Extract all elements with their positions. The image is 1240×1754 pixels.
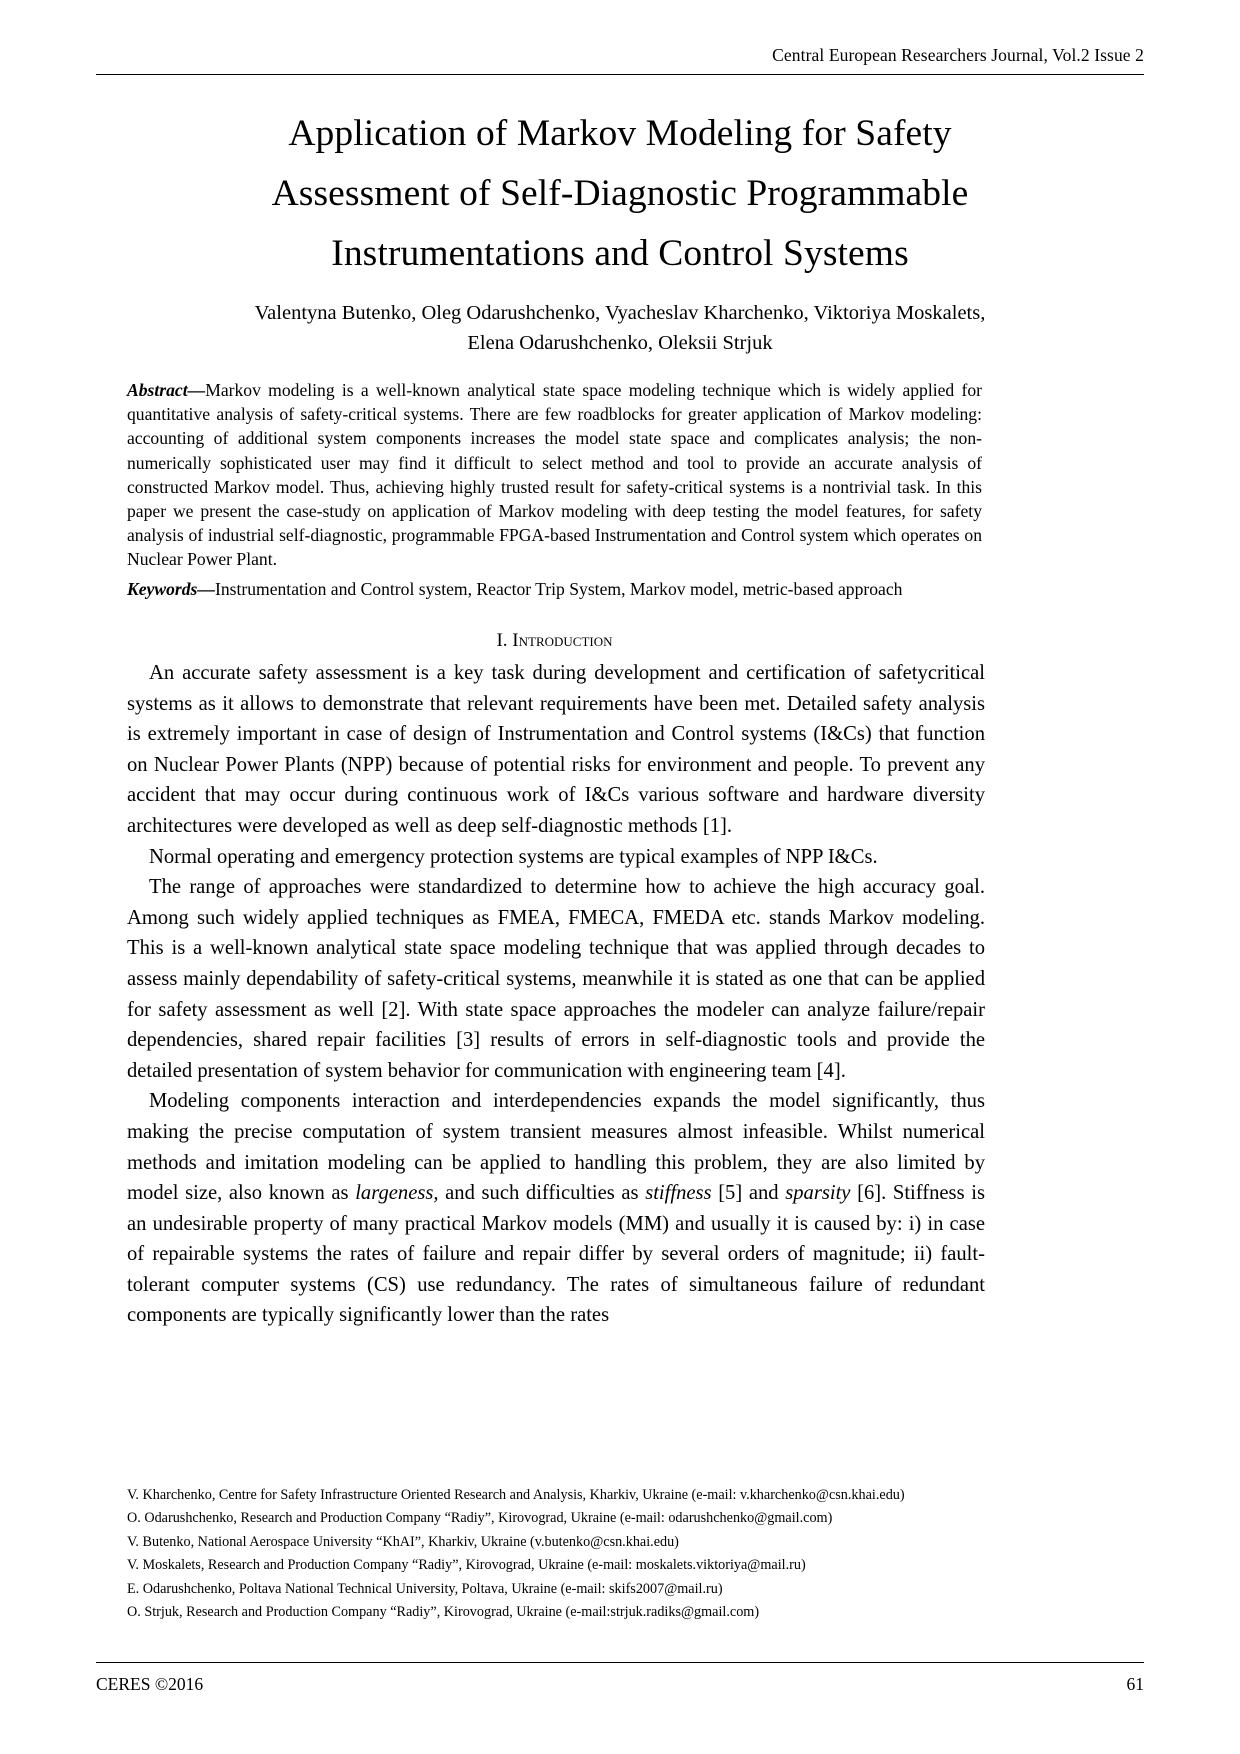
section-number: I. (496, 630, 508, 651)
keywords-label: Keywords (127, 579, 198, 599)
footnote-item: V. Butenko, National Aerospace University “KhAI”, Kharkiv, Ukraine (v.butenko@csn.khai.edu) (127, 1533, 679, 1550)
page-title (120, 104, 1120, 284)
section-name: Introduction (512, 630, 613, 651)
paragraph-4 (127, 1086, 985, 1331)
title-line-2: Assessment of Self-Diagnostic Programmable (271, 173, 969, 214)
footnote-block (127, 1484, 1027, 1624)
term-stiffness: stiffness (645, 1182, 712, 1205)
term-sparsity: sparsity (785, 1182, 851, 1205)
footer-page-number: 61 (1126, 1674, 1144, 1694)
section-heading (127, 628, 982, 654)
paragraph-4-part-b: and such difficulties as (438, 1182, 646, 1205)
term-largeness: largeness, (355, 1182, 439, 1205)
body-text (127, 658, 985, 1331)
footnote-item: V. Kharchenko, Centre for Safety Infrastructure Oriented Research and Analysis, Kharkiv, Ukraine (e-mail: v.kharchenko@csn.khai.edu) (127, 1487, 905, 1503)
author-list (130, 298, 1110, 358)
abstract-label: Abstract (127, 380, 188, 400)
keywords-dash: — (197, 579, 215, 599)
paragraph-1: An accurate safety assessment is a key task during development and certification of safetycritical systems as it allows to demonstrate that relevant requirements have been met. Detailed safety analysis is extremely important in case of design of Instrumentation and Control systems (I&Cs) that function on Nuclear Power Plants (NPP) because of potential risks for environment and people. To prevent any accident that may occur during continuous work of I&Cs various software and hardware diversity architectures were developed as well as deep self-diagnostic methods [1]. (127, 662, 985, 837)
keywords-block (127, 577, 982, 601)
abstract-text: Markov modeling is a well-known analytical state space modeling technique which is widely applied for quantitative analysis of safety-critical systems. There are few roadblocks for greater application of Markov modeling: accounting of additional system components increases the model state space and complicates analysis; the non-numerically sophisticated user may find it difficult to select method and tool to provide an accurate analysis of constructed Markov model. Thus, achieving highly trusted result for safety-critical systems is a nontrivial task. In this paper we present the case-study on application of Markov modeling with deep testing the model features, for safety analysis of industrial self-diagnostic, programmable FPGA-based Instrumentation and Control system which operates on Nuclear Power Plant. (127, 380, 982, 570)
abstract-dash: — (187, 380, 206, 400)
footer-divider (96, 1662, 1144, 1663)
running-head: Central European Researchers Journal, Vol.2 Issue 2 (772, 45, 1144, 65)
footnote-item: V. Moskalets, Research and Production Company “Radiy”, Kirovograd, Ukraine (e-mail: moskalets.viktoriya@mail.ru) (127, 1557, 806, 1574)
paragraph-2: Normal operating and emergency protection systems are typical examples of NPP I&Cs. (149, 845, 878, 868)
paragraph-3: The range of approaches were standardized to determine how to achieve the high accuracy goal. Among such widely applied techniques as FMEA, FMECA, FMEDA etc. stands Markov modeling. This is a well-known analytical state space modeling technique that was applied through decades to assess mainly dependability of safety-critical systems, meanwhile it is stated as one that can be applied for safety assessment as well [2]. With state space approaches the modeler can analyze failure/repair dependencies, shared repair facilities [3] results of errors in self-diagnostic tools and provide the detailed presentation of system behavior for communication with engineering team [4]. (127, 876, 985, 1082)
footnote-item: E. Odarushchenko, Poltava National Technical University, Poltava, Ukraine (e-mail: skifs2007@mail.ru) (127, 1580, 723, 1597)
paragraph-4-part-c: [5] and (711, 1182, 786, 1205)
paragraph-4-part-a: Modeling components interaction and interdependencies expands the model significantly, thus making the precise computation of system transient measures almost infeasible. Whilst numerical methods and imitation modeling can be applied to handling this problem, they are also limited by model size, also known as (127, 1090, 985, 1205)
abstract-block (127, 378, 982, 572)
author-line-2: Elena Odarushchenko, Oleksii Strjuk (467, 332, 773, 354)
title-line-3: Instrumentations and Control Systems (331, 233, 909, 274)
header-divider (96, 74, 1144, 75)
footnote-item: O. Strjuk, Research and Production Company “Radiy”, Kirovograd, Ukraine (e-mail:strjuk.radiks@gmail.com) (127, 1604, 760, 1621)
paragraph-4-part-d: [6]. Stiffness is an undesirable property of many practical Markov models (MM) and usually it is caused by: i) in case of repairable systems the rates of failure and repair differ by several orders of magnitude; ii) fault-tolerant computer systems (CS) use redundancy. The rates of simultaneous failure of redundant components are typically significantly lower than the rates (127, 1182, 985, 1327)
footer-copyright: CERES ©2016 (96, 1674, 204, 1694)
author-line-1: Valentyna Butenko, Oleg Odarushchenko, Vyacheslav Kharchenko, Viktoriya Moskalets, (254, 302, 986, 324)
title-line-1: Application of Markov Modeling for Safety (288, 113, 952, 154)
footnote-item: O. Odarushchenko, Research and Production Company “Radiy”, Kirovograd, Ukraine (e-mail: odarushchenko@gmail.com) (127, 1510, 833, 1527)
keywords-text: Instrumentation and Control system, Reactor Trip System, Markov model, metric-based approach (214, 579, 903, 599)
